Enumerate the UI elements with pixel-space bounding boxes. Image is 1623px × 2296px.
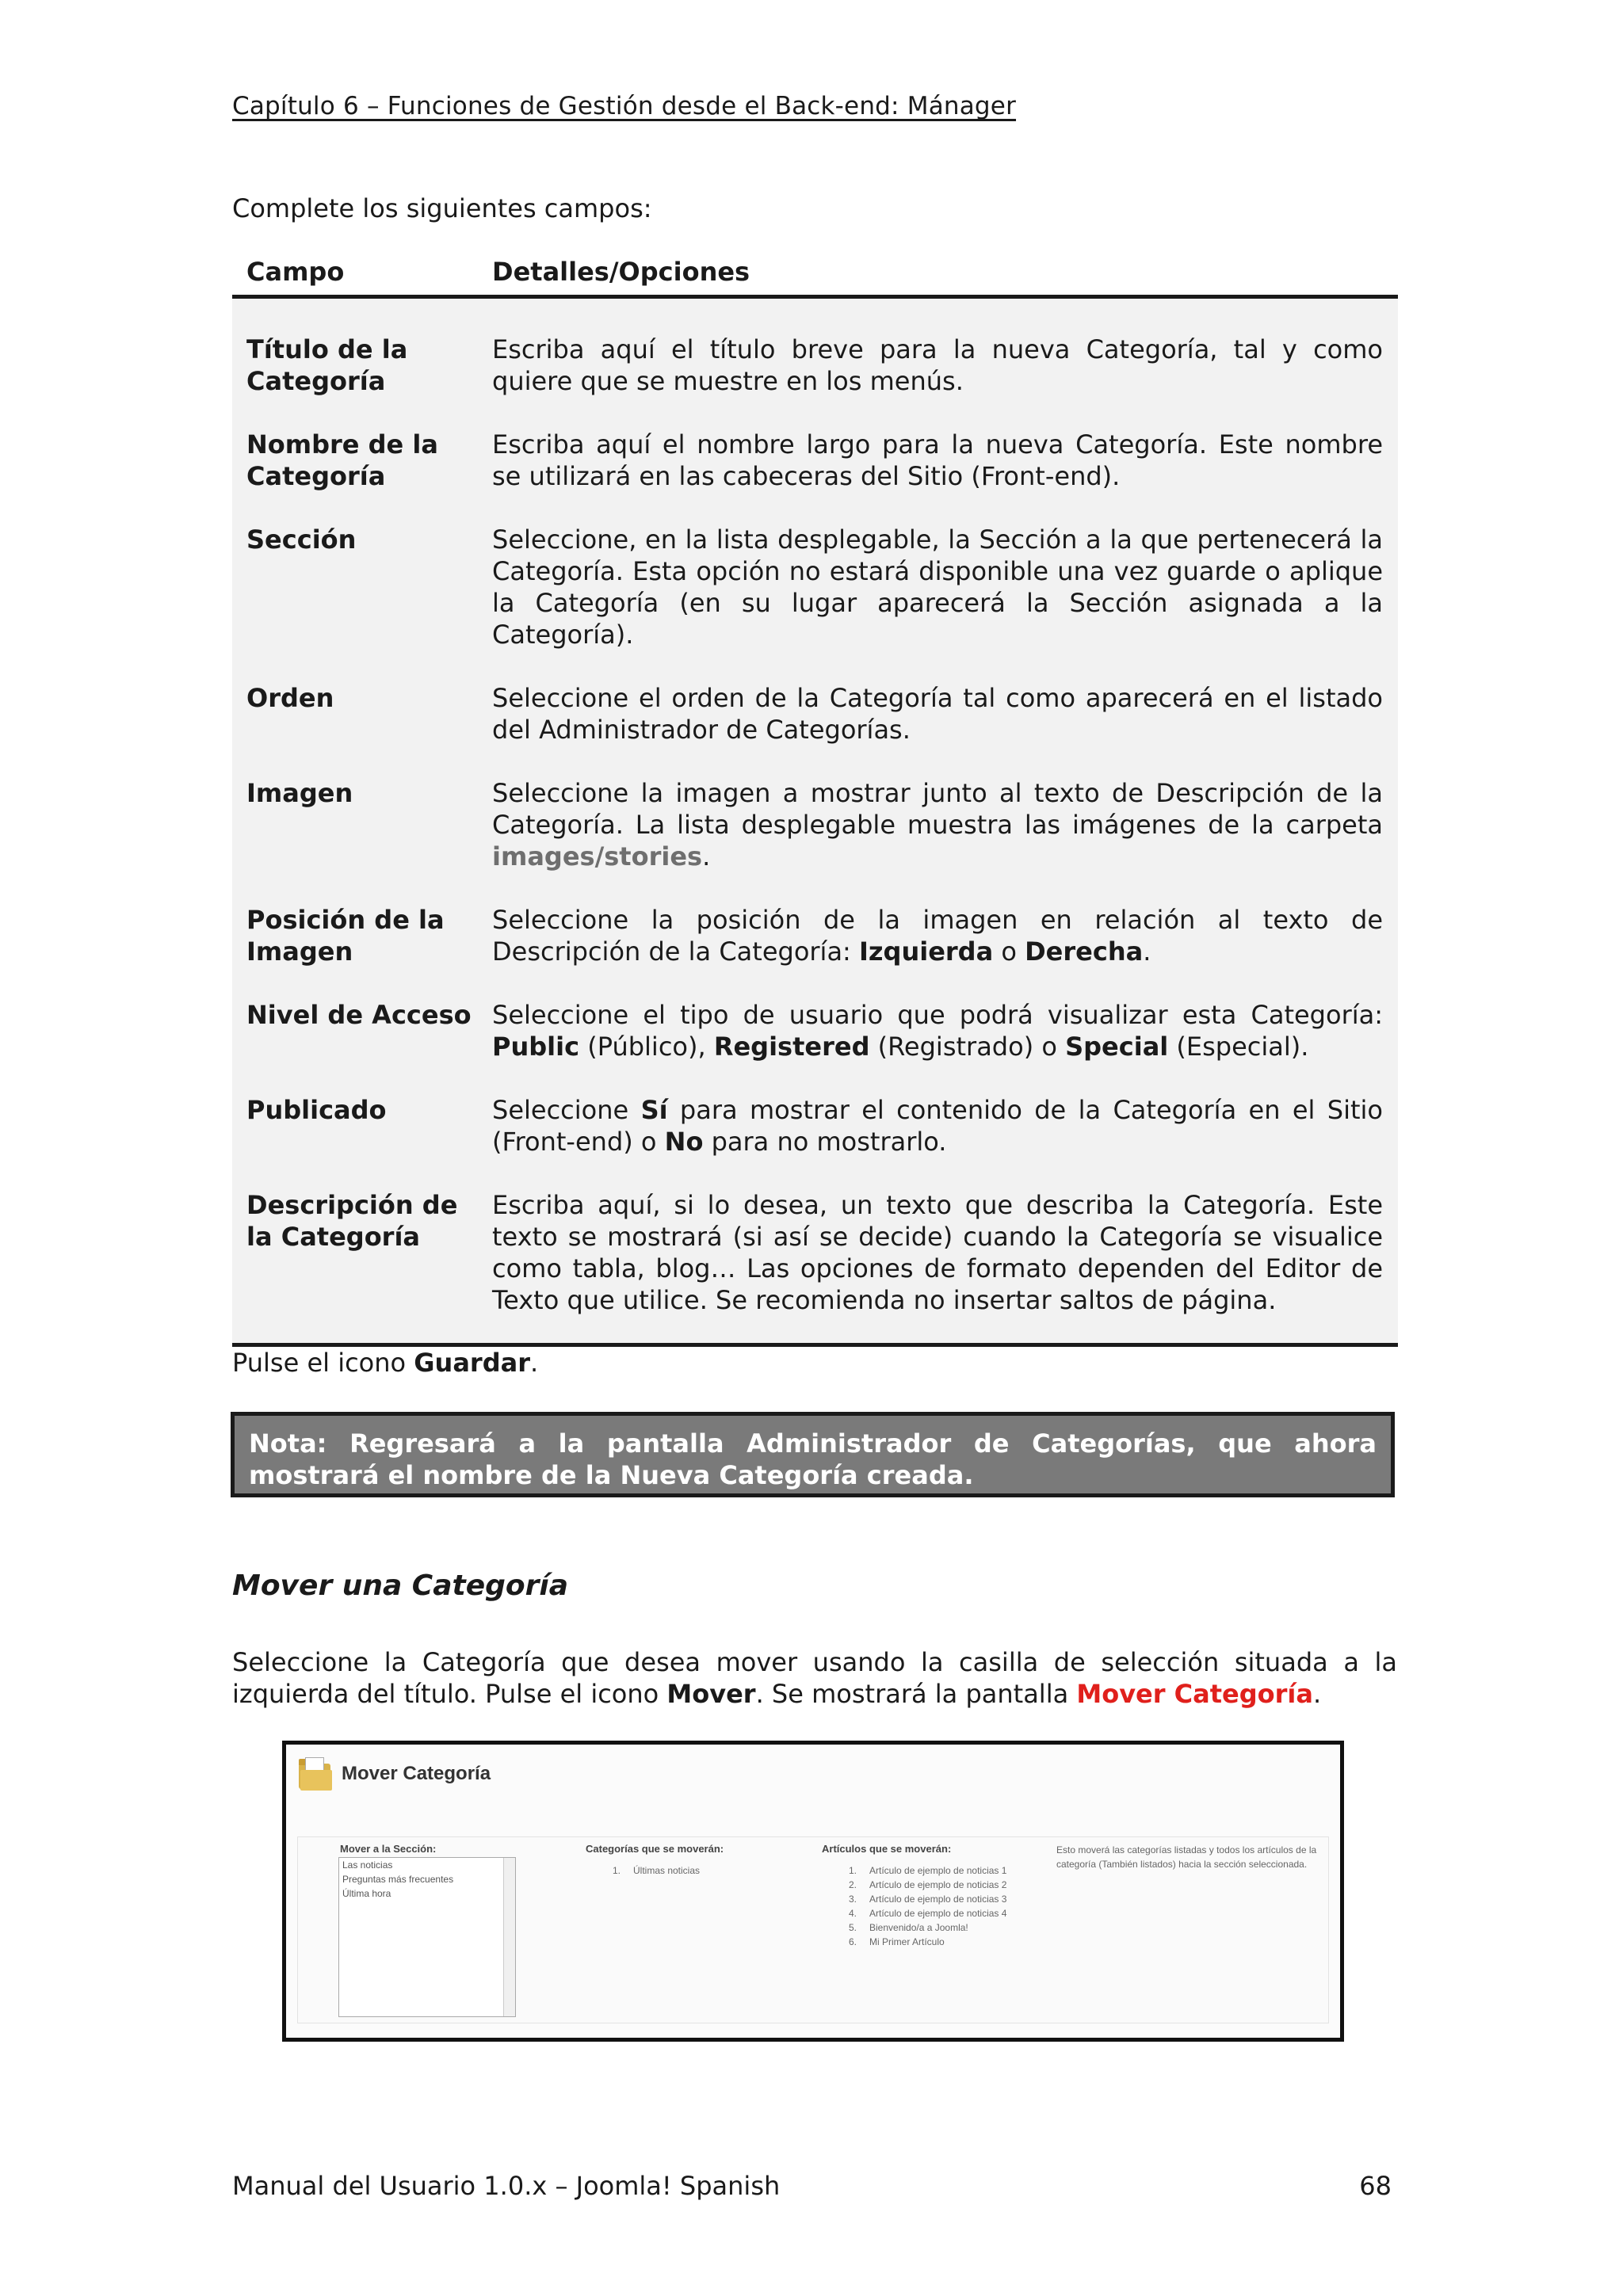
move-instructions [232, 1646, 1397, 1710]
paragraph-text: . [1312, 1679, 1322, 1709]
intro-text: Complete los siguientes campos: [232, 193, 652, 223]
details-text: Seleccione el orden de la Categoría tal como aparecerá en el listado del Administrador de Categorías. [492, 683, 1383, 745]
list-item: 1. Artículo de ejemplo de noticias 1 [849, 1865, 1007, 1876]
list-item: Preguntas más frecuentes [342, 1874, 454, 1885]
table-row [232, 429, 1398, 492]
field-name: Posición de la Imagen [246, 905, 445, 967]
section-label: Mover a la Sección: [340, 1843, 437, 1855]
categories-list [613, 1863, 700, 1878]
list-item: Las noticias [342, 1859, 393, 1871]
note-box: Nota: Regresará a la pantalla Administrador de Categorías, que ahora mostrará el nombre de la Nueva Categoría creada. [231, 1412, 1395, 1497]
save-label: Guardar [414, 1348, 530, 1378]
field-details [492, 682, 1383, 746]
details-text: para no mostrarlo. [703, 1127, 947, 1157]
folder-icon [297, 1756, 334, 1792]
move-info-text: Esto moverá las categorías listadas y todos los artículos de la categoría (También listados) hacia la sección seleccionada. [1056, 1844, 1317, 1870]
table-body [232, 299, 1398, 1343]
screen-name: Mover Categoría [1076, 1679, 1313, 1709]
field-details [492, 904, 1383, 967]
table-row [232, 1094, 1398, 1158]
section-listbox [338, 1857, 516, 2017]
field-details [492, 1094, 1383, 1158]
field-details [492, 777, 1383, 872]
articles-list [849, 1863, 1006, 1949]
details-text: Seleccione [492, 1095, 641, 1125]
details-text: Seleccione el tipo de usuario que podrá visualizar esta Categoría: [492, 1000, 1383, 1030]
move-category-screenshot [282, 1741, 1344, 2042]
instruction-text: Pulse el icono [232, 1348, 414, 1378]
articles-label: Artículos que se moverán: [822, 1843, 952, 1855]
footer-title: Manual del Usuario 1.0.x – Joomla! Spanish [232, 2171, 781, 2201]
details-text: Escriba aquí el nombre largo para la nueva Categoría. Este nombre se utilizará en las cabeceras del Sitio (Front-end). [492, 429, 1383, 491]
categories-label: Categorías que se moverán: [586, 1843, 724, 1855]
field-details [492, 1189, 1383, 1316]
move-label: Mover [666, 1679, 756, 1709]
list-item: 2. Artículo de ejemplo de noticias 2 [849, 1879, 1007, 1890]
details-text: para mostrar el contenido de la Categoría en el Sitio (Front-end) o [492, 1095, 1384, 1157]
details-text: (Registrado) o [869, 1032, 1066, 1062]
table-row [232, 999, 1398, 1062]
list-item: 4. Artículo de ejemplo de noticias 4 [849, 1908, 1007, 1919]
fields-table [232, 252, 1398, 1347]
field-name: Título de la Categoría [246, 334, 408, 396]
option-bold: No [664, 1127, 704, 1157]
field-name: Nivel de Acceso [246, 1000, 472, 1030]
section-title: Mover una Categoría [232, 1569, 569, 1602]
option-bold: Special [1065, 1032, 1169, 1062]
screenshot-header [297, 1751, 491, 1797]
field-details [492, 999, 1383, 1062]
field-name: Nombre de la Categoría [246, 429, 438, 491]
list-item: 3. Artículo de ejemplo de noticias 3 [849, 1894, 1007, 1905]
table-row [232, 334, 1398, 397]
details-text: . [702, 841, 711, 871]
field-name: Sección [246, 524, 357, 555]
table-row [232, 682, 1398, 746]
paragraph-text: Seleccione la Categoría que desea mover usando la casilla de selección situada a la izquierda del título. Pulse el icono [232, 1647, 1397, 1709]
field-name: Descripción de la Categoría [246, 1190, 458, 1252]
table-row [232, 1189, 1398, 1316]
details-text: Escriba aquí el título breve para la nueva Categoría, tal y como quiere que se muestre en los menús. [492, 334, 1383, 396]
col-header-details: Detalles/Opciones [492, 257, 750, 287]
listbox-scrollbar [503, 1858, 515, 2016]
details-text: (Especial). [1168, 1032, 1309, 1062]
list-item: 1. Últimas noticias [613, 1865, 701, 1876]
list-item: Última hora [342, 1888, 391, 1899]
details-text: o [993, 936, 1025, 967]
field-details [492, 524, 1383, 650]
page-number: 68 [1359, 2171, 1392, 2201]
chapter-header: Capítulo 6 – Funciones de Gestión desde el Back-end: Mánager [232, 92, 1017, 120]
save-instruction [232, 1347, 538, 1379]
option-bold: Public [492, 1032, 580, 1062]
paragraph-text: . Se mostrará la pantalla [755, 1679, 1077, 1709]
instruction-text: . [529, 1348, 539, 1378]
option-bold: Registered [713, 1032, 870, 1062]
col-header-field: Campo [246, 257, 345, 287]
option-bold: Izquierda [859, 936, 994, 967]
details-text: . [1143, 936, 1151, 967]
field-name: Publicado [246, 1095, 387, 1125]
list-item: 6. Mi Primer Artículo [849, 1936, 945, 1947]
details-text: Escriba aquí, si lo desea, un texto que describa la Categoría. Este texto se mostrará (si así se decide) cuando la Categoría se visualice como tabla, blog… Las opciones de formato dependen del Editor de Texto que utilice. Se recomienda no insertar saltos de página. [492, 1190, 1383, 1315]
details-text: (Público), [579, 1032, 714, 1062]
table-row [232, 904, 1398, 967]
table-row [232, 524, 1398, 650]
details-text: Seleccione, en la lista desplegable, la Sección a la que pertenecerá la Categoría. Esta opción no estará disponible una vez guarde o aplique la Categoría (en su lugar aparecerá la Sección asignada a la Categoría). [492, 524, 1383, 650]
screenshot-title: Mover Categoría [342, 1763, 491, 1784]
field-details [492, 334, 1383, 397]
folder-path: images/stories [492, 841, 703, 871]
details-text: Seleccione la posición de la imagen en relación al texto de Descripción de la Categoría: [492, 905, 1383, 967]
option-bold: Sí [640, 1095, 668, 1125]
list-item: 5. Bienvenido/a a Joomla! [849, 1922, 968, 1933]
field-name: Orden [246, 683, 334, 713]
option-bold: Derecha [1025, 936, 1144, 967]
field-details [492, 429, 1383, 492]
details-text: Seleccione la imagen a mostrar junto al texto de Descripción de la Categoría. La lista desplegable muestra las imágenes de la carpeta [492, 778, 1383, 840]
table-row [232, 777, 1398, 872]
field-name: Imagen [246, 778, 353, 808]
table-header [232, 252, 1398, 295]
